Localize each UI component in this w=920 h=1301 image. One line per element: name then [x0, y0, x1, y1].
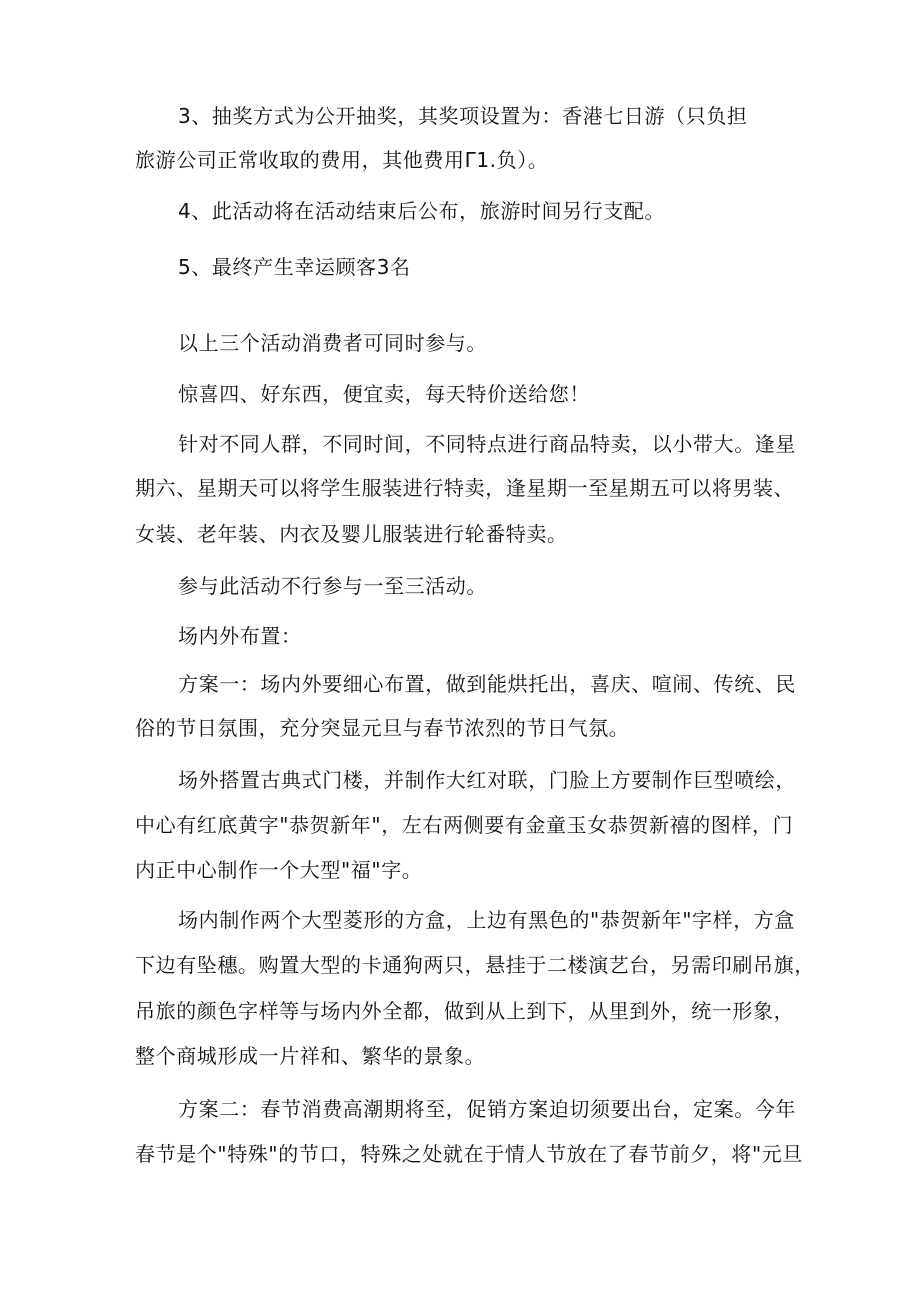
special-sale-line-2: 期六、星期天可以将学生服装进行特卖，逢星期一至星期五可以将男装、 — [135, 476, 795, 500]
prize-item-line-2: 旅游公司正常收取的费用，其他费用Γ1.负）。 — [135, 148, 549, 172]
announce-item: 4、此活动将在活动结束后公布，旅游时间另行支配。 — [178, 199, 666, 223]
plan-one-line-2: 俗的节日氛围，充分突显元旦与春节浓烈的节日气氛。 — [135, 716, 630, 740]
layout-heading: 场内外布置： — [178, 624, 302, 648]
surprise-four-heading: 惊喜四、好东西，便宜卖，每天特价送给您！ — [178, 382, 590, 406]
indoor-line-2: 下边有坠穗。购置大型的卡通狗两只，悬挂于二楼演艺台，另需印刷吊旗， — [135, 953, 815, 977]
special-sale-line-3: 女装、老年装、内衣及婴儿服装进行轮番特卖。 — [135, 522, 568, 546]
outdoor-line-2: 中心有红底黄字"恭贺新年"，左右两侧要有金童玉女恭贺新禧的图样，门 — [135, 813, 794, 837]
exclusion-note: 参与此活动不行参与一至三活动。 — [178, 574, 487, 598]
outdoor-line-1: 场外搭置古典式门楼，并制作大红对联，门脸上方要制作巨型喷绘， — [178, 768, 796, 792]
outdoor-line-3: 内正中心制作一个大型"福"字。 — [135, 858, 423, 882]
indoor-line-1: 场内制作两个大型菱形的方盒，上边有黑色的"恭贺新年"字样，方盒 — [178, 908, 795, 932]
participation-note: 以上三个活动消费者可同时参与。 — [178, 331, 487, 355]
indoor-line-3: 吊旅的颜色字样等与场内外全都，做到从上到下，从里到外，统一形象， — [135, 999, 795, 1023]
plan-two-line-2: 春节是个"特殊"的节口，特殊之处就在于情人节放在了春节前夕，将"元旦 — [135, 1142, 803, 1166]
plan-one-line-1: 方案一：场内外要细心布置，做到能烘托出，喜庆、喧闹、传统、民 — [178, 672, 796, 696]
winners-item: 5、最终产生幸运顾客3名 — [178, 255, 411, 279]
indoor-line-4: 整个商城形成一片祥和、繁华的景象。 — [135, 1044, 486, 1068]
prize-item-line-1: 3、抽奖方式为公开抽奖，其奖项设置为：香港七日游（只负担 — [178, 104, 748, 128]
plan-two-line-1: 方案二：春节消费高潮期将至，促销方案迫切须要出台，定案。今年 — [178, 1097, 796, 1121]
special-sale-line-1: 针对不同人群，不同时间，不同特点进行商品特卖，以小带大。逢星 — [178, 432, 796, 456]
